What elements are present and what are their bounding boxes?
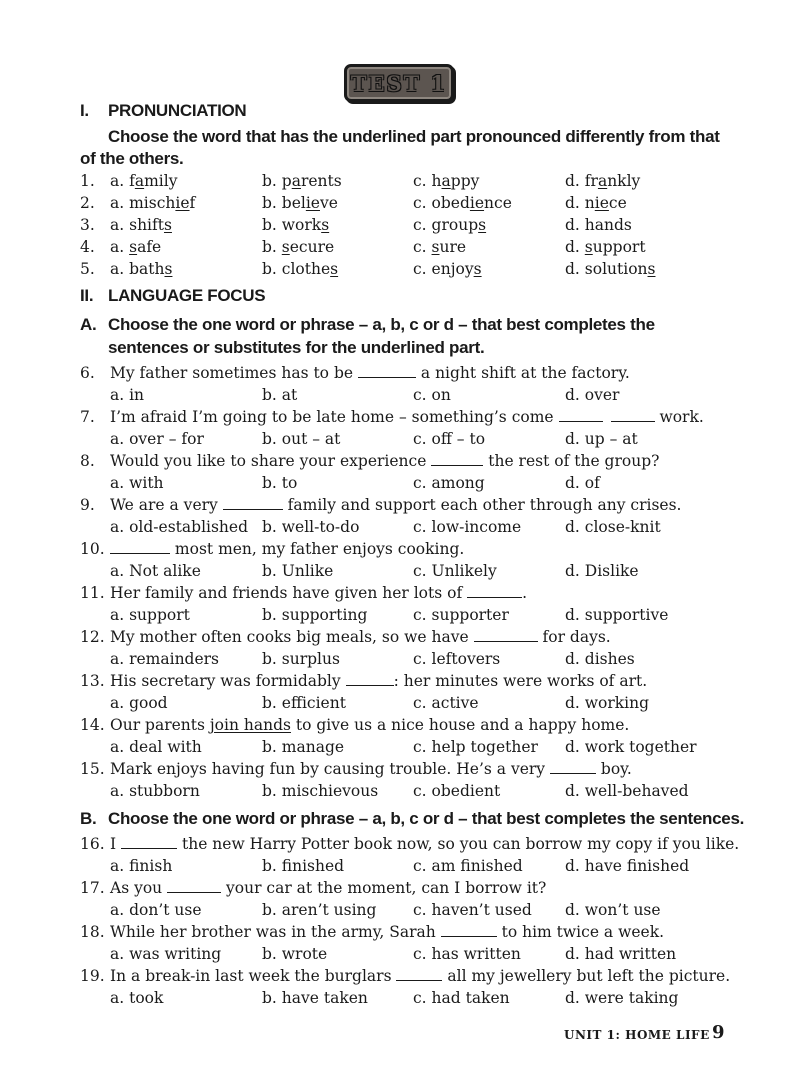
word-part: rents (300, 172, 342, 190)
question-line (80, 538, 464, 560)
option-row (0, 855, 800, 877)
question-text: I’m afraid I’m going to be late home – something’s come (110, 408, 559, 426)
question-text: a night shift at the factory. (415, 364, 630, 382)
word-part: ure (439, 238, 467, 256)
word-part: n (584, 194, 595, 212)
answer-option[interactable] (262, 192, 338, 214)
word-part: ppy (450, 172, 480, 190)
question-number: 8. (80, 452, 95, 470)
answer-option[interactable]: d. had written (565, 945, 677, 963)
question-line (80, 626, 611, 648)
instruction-line: Choose the word that has the underlined part pronounced differently from that (108, 127, 720, 146)
answer-option[interactable] (565, 214, 632, 236)
underlined-part: s (164, 260, 173, 278)
question-line (80, 582, 527, 604)
option-letter: a. (110, 260, 130, 278)
question-number: 6. (80, 364, 95, 382)
option-letter: c. (413, 260, 432, 278)
option-letter: d. (565, 194, 585, 212)
option-row (0, 192, 800, 214)
answer-option[interactable]: b. have taken (262, 989, 368, 1007)
instruction-line: Choose the one word or phrase – a, b, c or d – that best completes the (108, 315, 655, 334)
question-number: 4. (80, 238, 95, 256)
word-part: ce (608, 194, 627, 212)
instruction-line: Choose the one word or phrase – a, b, c or d – that best completes the sentences. (108, 809, 745, 828)
part-b-instruction (80, 807, 744, 830)
answer-option[interactable]: d. dishes (565, 650, 635, 668)
underlined-part: a (597, 172, 608, 190)
question-text: Mark enjoys having fun by causing trouble. He’s a very (110, 760, 550, 778)
option-letter: b. (262, 172, 282, 190)
answer-option[interactable]: d. won’t use (565, 901, 661, 919)
question-number: 3. (80, 216, 95, 234)
word-part: obed (431, 194, 470, 212)
answer-blank[interactable] (474, 626, 538, 642)
test-badge (344, 64, 454, 102)
underlined-phrase: join hands (209, 716, 291, 734)
section-title: PRONUNCIATION (108, 101, 247, 120)
answer-option[interactable]: a. good (110, 694, 168, 712)
answer-option[interactable]: a. remainders (110, 650, 220, 668)
answer-option[interactable]: d. supportive (565, 606, 669, 624)
answer-option[interactable]: a. over – for (110, 430, 204, 448)
question-text: the new Harry Potter book now, so you can borrow my copy if you like. (177, 835, 740, 853)
question-text: family and support each other through any crises. (282, 496, 682, 514)
option-row (0, 236, 800, 258)
answer-blank[interactable] (559, 406, 603, 422)
answer-option[interactable]: c. Unlikely (413, 562, 497, 580)
answer-option[interactable]: b. at (262, 386, 298, 404)
question-text: We are a very (110, 496, 223, 514)
answer-option[interactable]: a. stubborn (110, 782, 200, 800)
word-part: afe (137, 238, 162, 256)
footer-unit-label: UNIT 1: HOME LIFE (564, 1028, 710, 1042)
underlined-part: s (321, 216, 330, 234)
option-row (0, 987, 800, 1009)
question-number: 15. (80, 760, 105, 778)
answer-option[interactable]: c. am finished (413, 857, 523, 875)
answer-option[interactable]: b. efficient (262, 694, 346, 712)
answer-option[interactable] (110, 214, 172, 236)
section-number: I. (80, 101, 89, 120)
option-letter: b. (262, 260, 282, 278)
test-badge-label: TEST 1 (350, 70, 448, 96)
answer-blank[interactable] (110, 538, 170, 554)
underlined-part: ie (305, 194, 320, 212)
word-part: nkly (607, 172, 641, 190)
option-row (0, 472, 800, 494)
answer-option[interactable] (413, 192, 512, 214)
word-part: fr (584, 172, 598, 190)
answer-option[interactable] (565, 258, 655, 280)
option-row (0, 899, 800, 921)
word-part: group (431, 216, 479, 234)
answer-option[interactable] (110, 236, 161, 258)
answer-option[interactable]: b. supporting (262, 606, 368, 624)
answer-option[interactable] (565, 236, 646, 258)
question-text: Would you like to share your experience (110, 452, 432, 470)
option-row (0, 736, 800, 758)
word-part: upport (592, 238, 646, 256)
question-text: While her brother was in the army, Sarah (110, 923, 441, 941)
question-text: all my jewellery but left the picture. (442, 967, 731, 985)
question-number: 7. (80, 408, 95, 426)
section-title: LANGUAGE FOCUS (108, 286, 266, 305)
answer-option[interactable]: d. were taking (565, 989, 679, 1007)
word-part: nce (484, 194, 512, 212)
underlined-part: ie (469, 194, 485, 212)
instruction-line: of the others. (80, 149, 184, 168)
question-number: 11. (80, 584, 105, 602)
question-number: 12. (80, 628, 105, 646)
question-text: Her family and friends have given her lots of (110, 584, 468, 602)
answer-option[interactable]: b. to (262, 474, 298, 492)
answer-option[interactable]: c. leftovers (413, 650, 501, 668)
answer-option[interactable]: a. Not alike (110, 562, 201, 580)
answer-option[interactable]: b. aren’t using (262, 901, 377, 919)
question-number: 10. (80, 540, 105, 558)
answer-option[interactable] (413, 170, 479, 192)
answer-option[interactable]: c. has written (413, 945, 521, 963)
answer-option[interactable]: b. finished (262, 857, 345, 875)
question-line (80, 965, 730, 987)
answer-option[interactable]: a. old-established (110, 518, 249, 536)
word-part: mily (144, 172, 178, 190)
question-number: 9. (80, 496, 95, 514)
question-line (80, 833, 739, 855)
answer-option[interactable]: a. was writing (110, 945, 222, 963)
underlined-part: s (478, 216, 487, 234)
underlined-part: a (291, 172, 301, 190)
word-part: ve (319, 194, 338, 212)
option-letter: d. (565, 216, 585, 234)
answer-blank[interactable] (358, 362, 416, 378)
answer-option[interactable]: d. over (565, 386, 620, 404)
answer-option[interactable]: d. up – at (565, 430, 638, 448)
answer-option[interactable]: c. help together (413, 738, 538, 756)
answer-option[interactable]: d. close-knit (565, 518, 661, 536)
option-row (0, 604, 800, 626)
answer-option[interactable] (565, 192, 627, 214)
answer-blank[interactable] (467, 582, 522, 598)
option-row (0, 214, 800, 236)
option-letter: b. (262, 194, 282, 212)
answer-option[interactable] (262, 236, 334, 258)
answer-option[interactable] (262, 170, 342, 192)
word-part: f (129, 172, 135, 190)
question-text: In a break-in last week the burglars (110, 967, 397, 985)
question-line (80, 714, 629, 736)
answer-option[interactable]: d. have finished (565, 857, 690, 875)
answer-option[interactable]: a. took (110, 989, 164, 1007)
question-line (80, 406, 704, 428)
answer-option[interactable]: d. work together (565, 738, 697, 756)
underlined-part: s (473, 260, 482, 278)
answer-option[interactable] (262, 214, 329, 236)
option-letter: b. (262, 216, 282, 234)
question-text: to him twice a week. (496, 923, 665, 941)
option-letter: c. (413, 172, 432, 190)
answer-option[interactable] (413, 258, 482, 280)
word-part: ecure (289, 238, 335, 256)
word-part: bath (129, 260, 165, 278)
option-row (0, 384, 800, 406)
answer-option[interactable]: a. deal with (110, 738, 202, 756)
answer-blank[interactable] (431, 450, 483, 466)
answer-option[interactable]: a. finish (110, 857, 173, 875)
question-text: : her minutes were works of art. (393, 672, 648, 690)
question-line (80, 758, 632, 780)
answer-blank[interactable] (167, 877, 221, 893)
underlined-part: s (129, 238, 138, 256)
underlined-part: s (584, 238, 593, 256)
question-number: 19. (80, 967, 105, 985)
answer-option[interactable]: b. well-to-do (262, 518, 360, 536)
question-text: to give us a nice house and a happy home. (290, 716, 630, 734)
option-letter: b. (262, 238, 282, 256)
word-part: hands (584, 216, 632, 234)
answer-option[interactable]: c. on (413, 386, 451, 404)
option-letter: d. (565, 238, 585, 256)
option-letter: c. (413, 216, 432, 234)
option-row (0, 516, 800, 538)
answer-blank[interactable] (121, 833, 177, 849)
question-line (80, 362, 630, 384)
answer-option[interactable] (262, 258, 338, 280)
answer-option[interactable]: b. manage (262, 738, 345, 756)
answer-option[interactable] (110, 170, 177, 192)
underlined-part: s (330, 260, 339, 278)
question-text: . (522, 584, 528, 602)
part-a-instruction (80, 313, 655, 336)
option-letter: a. (110, 238, 130, 256)
question-number: 18. (80, 923, 105, 941)
option-row (0, 428, 800, 450)
word-part: shift (129, 216, 164, 234)
option-letter: c. (413, 194, 432, 212)
word-part: solution (584, 260, 648, 278)
answer-option[interactable] (110, 258, 172, 280)
answer-option[interactable]: c. supporter (413, 606, 509, 624)
question-text: work. (654, 408, 704, 426)
word-part: work (281, 216, 322, 234)
question-line (80, 450, 659, 472)
underlined-part: ie (594, 194, 609, 212)
option-letter: a. (110, 216, 130, 234)
answer-blank[interactable] (396, 965, 442, 981)
answer-option[interactable]: a. support (110, 606, 190, 624)
underlined-part: ie (175, 194, 190, 212)
answer-option[interactable] (565, 170, 640, 192)
answer-option[interactable]: d. of (565, 474, 600, 492)
answer-option[interactable] (110, 192, 195, 214)
question-text: As you (110, 879, 168, 897)
answer-blank[interactable] (441, 921, 497, 937)
underlined-part: s (163, 216, 172, 234)
answer-blank[interactable] (550, 758, 596, 774)
underlined-part: a (134, 172, 145, 190)
word-part: bel (281, 194, 306, 212)
question-text: most men, my father enjoys cooking. (170, 540, 465, 558)
underlined-part: a (441, 172, 451, 190)
part-letter: B. (80, 809, 97, 828)
question-number: 14. (80, 716, 105, 734)
section-heading-pronunciation (80, 101, 246, 121)
answer-option[interactable]: c. low-income (413, 518, 522, 536)
answer-option[interactable]: c. off – to (413, 430, 486, 448)
question-line (80, 877, 546, 899)
option-letter: a. (110, 194, 130, 212)
answer-blank[interactable] (346, 670, 394, 686)
answer-blank[interactable] (611, 406, 655, 422)
word-part: enjoy (431, 260, 474, 278)
question-number: 2. (80, 194, 95, 212)
option-row (0, 943, 800, 965)
section-number: II. (80, 286, 94, 305)
answer-option[interactable]: a. in (110, 386, 145, 404)
option-row (0, 560, 800, 582)
option-row (0, 258, 800, 280)
question-text: your car at the moment, can I borrow it? (221, 879, 547, 897)
answer-option[interactable]: d. Dislike (565, 562, 639, 580)
answer-option[interactable]: b. Unlike (262, 562, 334, 580)
question-line (80, 921, 664, 943)
question-text: My mother often cooks big meals, so we have (110, 628, 474, 646)
word-part: clothe (281, 260, 331, 278)
question-number: 17. (80, 879, 105, 897)
question-line (80, 670, 647, 692)
word-part: f (189, 194, 196, 212)
answer-option[interactable]: b. out – at (262, 430, 341, 448)
option-letter: d. (565, 172, 585, 190)
instruction-line: sentences or substitutes for the underlined part. (108, 338, 485, 357)
question-number: 1. (80, 172, 95, 190)
option-letter: d. (565, 260, 585, 278)
answer-option[interactable]: c. obedient (413, 782, 501, 800)
question-text: the rest of the group? (483, 452, 660, 470)
question-text: boy. (595, 760, 632, 778)
option-letter: c. (413, 238, 432, 256)
part-letter: A. (80, 315, 97, 334)
answer-blank[interactable] (223, 494, 283, 510)
answer-option[interactable]: b. wrote (262, 945, 328, 963)
option-row (0, 170, 800, 192)
question-text: I (110, 835, 122, 853)
answer-option[interactable]: c. active (413, 694, 479, 712)
page-number: 9 (712, 1022, 725, 1043)
question-number: 5. (80, 260, 95, 278)
answer-option[interactable]: a. don’t use (110, 901, 202, 919)
question-text: for days. (537, 628, 611, 646)
option-row (0, 648, 800, 670)
answer-option[interactable]: c. haven’t used (413, 901, 532, 919)
answer-option[interactable]: c. among (413, 474, 485, 492)
word-part: p (281, 172, 292, 190)
question-text: His secretary was formidably (110, 672, 346, 690)
answer-option[interactable]: a. with (110, 474, 164, 492)
option-letter: a. (110, 172, 130, 190)
answer-option[interactable] (413, 214, 486, 236)
answer-option[interactable] (413, 236, 466, 258)
question-number: 16. (80, 835, 105, 853)
question-text: Our parents (110, 716, 210, 734)
question-text: My father sometimes has to be (110, 364, 358, 382)
answer-option[interactable]: c. had taken (413, 989, 510, 1007)
option-row (0, 692, 800, 714)
section-heading-language-focus (80, 286, 265, 306)
answer-option[interactable]: d. working (565, 694, 650, 712)
answer-option[interactable]: b. mischievous (262, 782, 379, 800)
word-part: misch (129, 194, 176, 212)
answer-option[interactable]: d. well-behaved (565, 782, 689, 800)
question-line (80, 494, 681, 516)
word-part: h (431, 172, 442, 190)
answer-option[interactable]: b. surplus (262, 650, 340, 668)
question-number: 13. (80, 672, 105, 690)
underlined-part: s (431, 238, 440, 256)
option-row (0, 780, 800, 802)
underlined-part: s (647, 260, 656, 278)
underlined-part: s (281, 238, 290, 256)
